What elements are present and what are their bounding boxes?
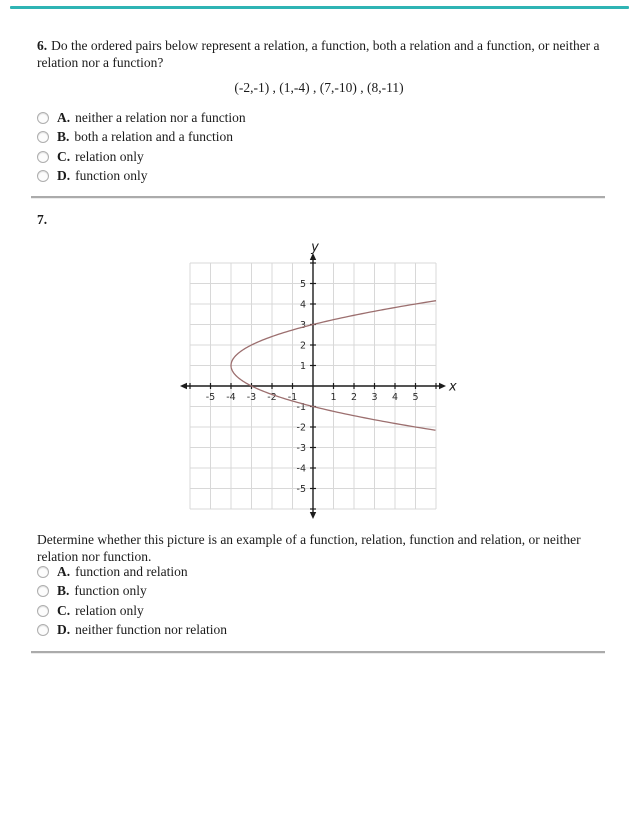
svg-text:-5: -5	[296, 484, 306, 495]
svg-text:1: 1	[299, 361, 306, 372]
svg-text:5: 5	[412, 392, 419, 403]
question-7-prompt: Determine whether this picture is an example of a function, relation, function and relation, or neither relation nor function.	[37, 532, 581, 564]
option-letter: A.	[57, 563, 71, 579]
svg-text:3: 3	[371, 392, 378, 403]
question-6-text: Do the ordered pairs below represent a relation, a function, both a relation and a function, or neither a relation nor a function?	[37, 38, 600, 70]
option-letter: C.	[57, 148, 71, 164]
question-6-prompt	[37, 37, 613, 71]
svg-text:-5: -5	[205, 392, 216, 403]
option-text: function only	[74, 583, 147, 599]
svg-text:2: 2	[299, 340, 306, 352]
svg-text:-2: -2	[296, 422, 306, 434]
question-7-number: 7.	[37, 212, 48, 227]
radio-button[interactable]	[37, 624, 49, 636]
option-text: relation only	[75, 148, 144, 164]
section-divider	[31, 196, 605, 199]
answer-option[interactable]	[37, 108, 246, 128]
coordinate-plane-graph	[163, 243, 463, 533]
option-letter: D.	[57, 168, 71, 184]
x-axis-label: x	[449, 379, 457, 395]
question-7-options	[37, 562, 227, 640]
option-letter: A.	[57, 109, 71, 125]
svg-text:4: 4	[391, 392, 399, 403]
svg-text:-4: -4	[226, 392, 236, 403]
option-letter: C.	[57, 602, 71, 618]
answer-option[interactable]	[37, 582, 227, 602]
radio-button[interactable]	[37, 585, 49, 597]
top-accent-bar	[10, 6, 629, 9]
svg-text:-4: -4	[296, 463, 306, 475]
option-text: both a relation and a function	[74, 129, 233, 145]
svg-text:-3: -3	[296, 443, 306, 454]
radio-button[interactable]	[37, 131, 49, 143]
svg-text:1: 1	[330, 392, 337, 403]
y-axis-label: y	[311, 243, 319, 255]
option-text: relation only	[75, 602, 144, 618]
option-letter: D.	[57, 622, 71, 638]
answer-option[interactable]	[37, 562, 227, 582]
section-divider	[31, 651, 605, 654]
radio-button[interactable]	[37, 566, 49, 578]
radio-button[interactable]	[37, 151, 49, 163]
option-text: neither a relation nor a function	[75, 109, 246, 125]
radio-button[interactable]	[37, 605, 49, 617]
radio-button[interactable]	[37, 112, 49, 124]
svg-text:5: 5	[299, 279, 306, 290]
svg-text:-3: -3	[246, 392, 257, 403]
ordered-pairs: (-2,-1) , (1,-4) , (7,-10) , (8,-11)	[234, 80, 404, 95]
svg-text:-1: -1	[287, 392, 298, 403]
option-letter: B.	[57, 583, 70, 599]
option-text: function and relation	[75, 563, 188, 579]
option-text: function only	[75, 168, 148, 184]
svg-text:-1: -1	[296, 402, 306, 413]
answer-option[interactable]	[37, 621, 227, 641]
svg-text:2: 2	[350, 392, 358, 403]
svg-text:3: 3	[299, 320, 306, 331]
question-6-number: 6.	[37, 38, 48, 53]
answer-option[interactable]	[37, 128, 246, 148]
option-letter: B.	[57, 129, 70, 145]
answer-option[interactable]	[37, 167, 246, 187]
svg-text:-2: -2	[267, 392, 277, 403]
svg-text:4: 4	[299, 299, 306, 311]
option-text: neither function nor relation	[75, 622, 227, 638]
radio-button[interactable]	[37, 170, 49, 182]
question-6-options	[37, 108, 246, 186]
answer-option[interactable]	[37, 601, 227, 621]
answer-option[interactable]	[37, 147, 246, 167]
